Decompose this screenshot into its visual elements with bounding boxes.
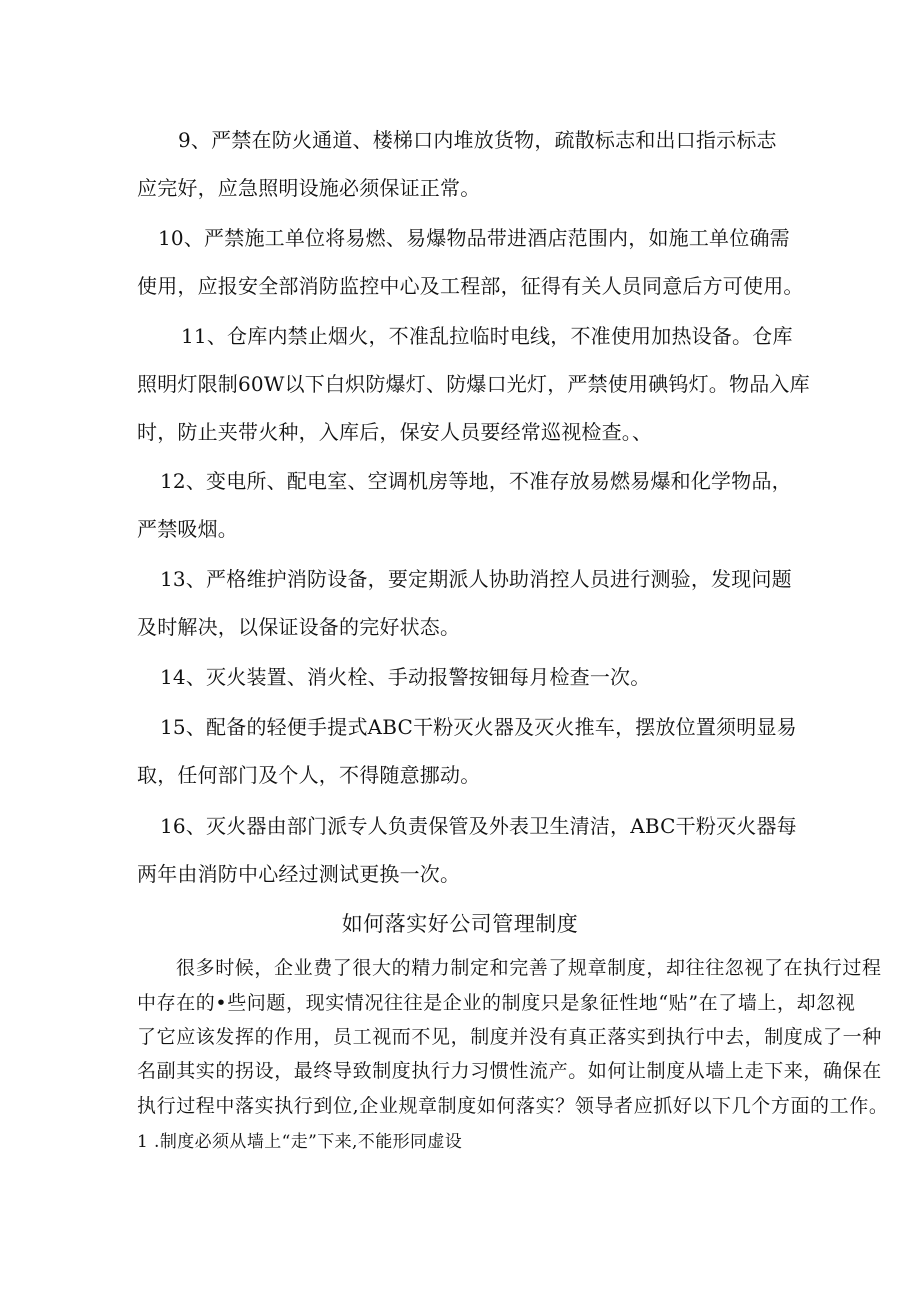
rule-12-line-2: 严禁吸烟。 <box>137 517 238 541</box>
rule-11-line-1: 11、仓库内禁止烟火，不准乱拉临时电线，不准使用加热设备。仓库 <box>181 324 793 348</box>
rule-11-line-2: 照明灯限制60W以下白炽防爆灯、防爆口光灯，严禁使用碘钨灯。物品入库 <box>137 372 810 396</box>
intro-line-4: 名副其实的拐设，最终导致制度执行力习惯性流产。如何让制度从墙上走下来，确保在 <box>137 1060 882 1082</box>
rule-9-line-2: 应完好，应急照明设施必须保证正常。 <box>137 176 481 200</box>
rule-13-line-1: 13、严格维护消防设备，要定期派人协助消控人员进行测验，发现问题 <box>160 567 792 591</box>
rule-13-line-2: 及时解决，以保证设备的完好状态。 <box>137 615 461 639</box>
intro-line-5: 执行过程中落实执行到位,企业规章制度如何落实？领导者应抓好以下几个方面的工作。 <box>137 1095 889 1117</box>
intro-line-3: 了它应该发挥的作用，员工视而不见，制度并没有真正落实到执行中去，制度成了一种 <box>137 1026 882 1048</box>
subheading: 1 .制度必须从墙上“走”下来,不能形同虚设 <box>137 1132 463 1152</box>
rule-9-line-1: 9、严禁在防火通道、楼梯口内堆放货物，疏散标志和出口指示标志 <box>178 128 777 152</box>
section-title: 如何落实好公司管理制度 <box>341 912 579 936</box>
rule-16-line-2: 两年由消防中心经过测试更换一次。 <box>137 862 461 886</box>
intro-line-1: 很多时候，企业费了很大的精力制定和完善了规章制度，却往往忽视了在执行过程 <box>176 957 882 979</box>
rule-10-line-1: 10、严禁施工单位将易燃、易爆物品带进酒店范围内，如施工单位确需 <box>158 226 790 250</box>
rule-10-line-2: 使用，应报安全部消防监控中心及工程部，征得有关人员同意后方可使用。 <box>137 274 804 298</box>
rule-15-line-2: 取，任何部门及个人，不得随意挪动。 <box>137 763 481 787</box>
rule-16-line-1: 16、灭火器由部门派专人负责保管及外表卫生清洁，ABC干粉灭火器每 <box>160 814 797 838</box>
intro-line-2: 中存在的•些问题，现实情况往往是企业的制度只是象征性地“贴”在了墙上，却忽视 <box>137 992 856 1014</box>
rule-15-line-1: 15、配备的轻便手提式ABC干粉灭火器及灭火推车，摆放位置须明显易 <box>160 715 797 739</box>
rule-12-line-1: 12、变电所、配电室、空调机房等地，不准存放易燃易爆和化学物品， <box>160 469 792 493</box>
rule-11-line-3: 时，防止夹带火种，入库后，保安人员要经常巡视检查。、 <box>137 420 653 444</box>
rule-14-line-1: 14、灭火装置、消火栓、手动报警按钿每月检查一次。 <box>160 665 651 689</box>
